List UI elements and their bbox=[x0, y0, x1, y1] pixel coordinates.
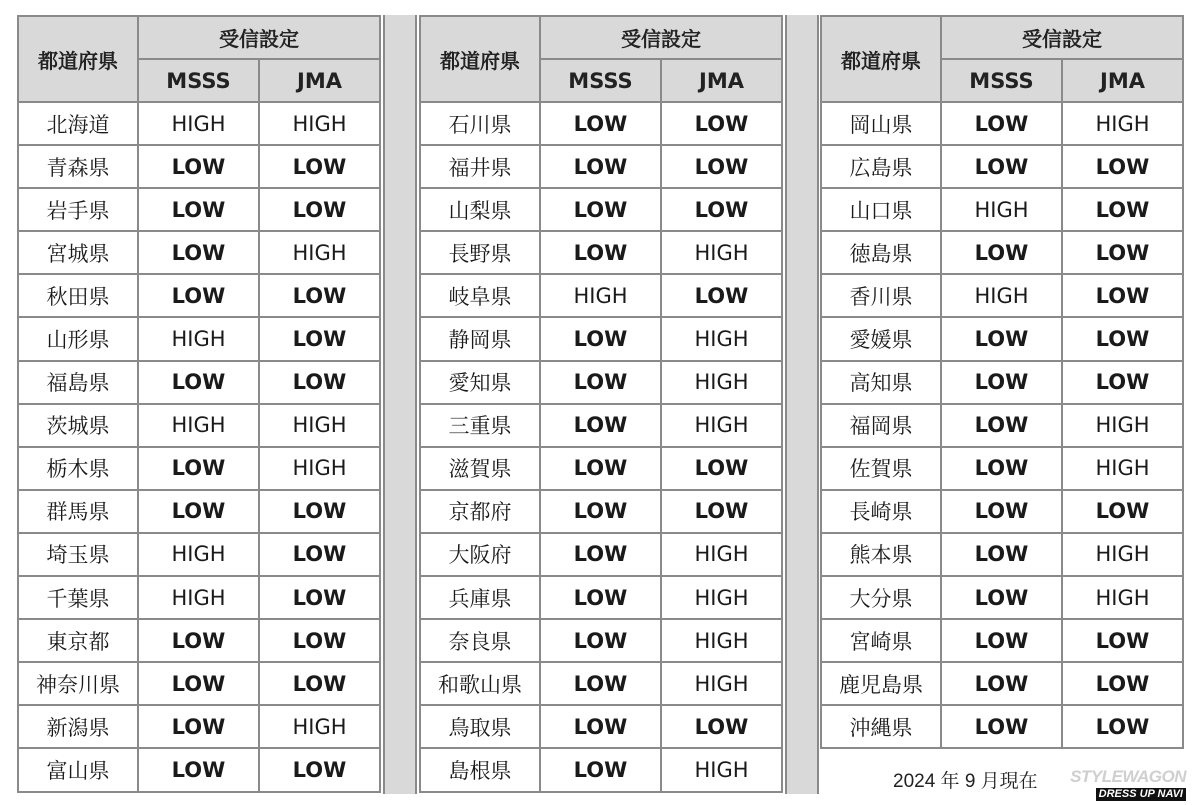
table-row bbox=[420, 317, 782, 360]
prefecture-cell: 埼玉県 bbox=[18, 533, 138, 576]
header-prefecture: 都道府県 bbox=[821, 16, 941, 102]
prefecture-cell: 鹿児島県 bbox=[821, 662, 941, 705]
prefecture-cell: 佐賀県 bbox=[821, 447, 941, 490]
prefecture-cell: 愛媛県 bbox=[821, 317, 941, 360]
prefecture-cell: 新潟県 bbox=[18, 705, 138, 748]
prefecture-cell: 石川県 bbox=[420, 102, 540, 145]
table-row bbox=[821, 447, 1183, 490]
msss-cell: LOW bbox=[138, 619, 259, 662]
prefecture-cell: 大分県 bbox=[821, 576, 941, 619]
table-row bbox=[821, 317, 1183, 360]
jma-cell: LOW bbox=[259, 576, 380, 619]
jma-cell: LOW bbox=[661, 274, 782, 317]
msss-cell: LOW bbox=[540, 576, 661, 619]
watermark-line1: STYLEWAGON bbox=[1070, 767, 1186, 786]
jma-cell: LOW bbox=[1062, 274, 1183, 317]
msss-cell: HIGH bbox=[138, 102, 259, 145]
table-row bbox=[18, 274, 380, 317]
table-row bbox=[420, 533, 782, 576]
table-row bbox=[18, 490, 380, 533]
header-jma: JMA bbox=[259, 59, 380, 102]
jma-cell: LOW bbox=[259, 490, 380, 533]
header-msss: MSSS bbox=[941, 59, 1062, 102]
msss-cell: HIGH bbox=[138, 576, 259, 619]
table-row bbox=[18, 447, 380, 490]
prefecture-cell: 岩手県 bbox=[18, 188, 138, 231]
jma-cell: LOW bbox=[259, 274, 380, 317]
prefecture-cell: 福岡県 bbox=[821, 404, 941, 447]
jma-cell: LOW bbox=[1062, 490, 1183, 533]
table-row bbox=[18, 619, 380, 662]
jma-cell: LOW bbox=[661, 447, 782, 490]
msss-cell: LOW bbox=[138, 447, 259, 490]
jma-cell: HIGH bbox=[1062, 533, 1183, 576]
jma-cell: HIGH bbox=[1062, 102, 1183, 145]
msss-cell: LOW bbox=[941, 231, 1062, 274]
table-row bbox=[18, 188, 380, 231]
watermark-line2: DRESS UP NAVI bbox=[1096, 788, 1186, 801]
jma-cell: HIGH bbox=[1062, 576, 1183, 619]
column-divider bbox=[785, 15, 819, 794]
prefecture-cell: 富山県 bbox=[18, 748, 138, 791]
prefecture-cell: 兵庫県 bbox=[420, 576, 540, 619]
header-jma: JMA bbox=[661, 59, 782, 102]
jma-cell: LOW bbox=[1062, 188, 1183, 231]
table-row bbox=[18, 705, 380, 748]
table-row bbox=[420, 576, 782, 619]
watermark-logo bbox=[1070, 768, 1186, 801]
jma-cell: LOW bbox=[1062, 619, 1183, 662]
table-row bbox=[420, 662, 782, 705]
jma-cell: HIGH bbox=[661, 361, 782, 404]
prefecture-cell: 宮崎県 bbox=[821, 619, 941, 662]
prefecture-cell: 熊本県 bbox=[821, 533, 941, 576]
msss-cell: LOW bbox=[138, 274, 259, 317]
msss-cell: LOW bbox=[941, 533, 1062, 576]
msss-cell: LOW bbox=[540, 705, 661, 748]
msss-cell: LOW bbox=[138, 145, 259, 188]
table-row bbox=[821, 662, 1183, 705]
prefecture-cell: 愛知県 bbox=[420, 361, 540, 404]
msss-cell: LOW bbox=[941, 404, 1062, 447]
table-row bbox=[420, 145, 782, 188]
msss-cell: LOW bbox=[540, 404, 661, 447]
prefecture-cell: 大阪府 bbox=[420, 533, 540, 576]
table-row bbox=[821, 274, 1183, 317]
prefecture-cell: 和歌山県 bbox=[420, 662, 540, 705]
prefecture-cell: 長崎県 bbox=[821, 490, 941, 533]
jma-cell: HIGH bbox=[661, 404, 782, 447]
msss-cell: HIGH bbox=[540, 274, 661, 317]
jma-cell: LOW bbox=[1062, 231, 1183, 274]
jma-cell: HIGH bbox=[1062, 404, 1183, 447]
prefecture-cell: 滋賀県 bbox=[420, 447, 540, 490]
prefecture-cell: 沖縄県 bbox=[821, 705, 941, 748]
prefecture-table-3 bbox=[820, 15, 1184, 749]
prefecture-cell: 長野県 bbox=[420, 231, 540, 274]
prefecture-cell: 東京都 bbox=[18, 619, 138, 662]
prefecture-cell: 栃木県 bbox=[18, 447, 138, 490]
prefecture-cell: 秋田県 bbox=[18, 274, 138, 317]
prefecture-cell: 静岡県 bbox=[420, 317, 540, 360]
header-reception: 受信設定 bbox=[941, 16, 1183, 59]
jma-cell: HIGH bbox=[661, 533, 782, 576]
msss-cell: LOW bbox=[941, 317, 1062, 360]
prefecture-cell: 広島県 bbox=[821, 145, 941, 188]
jma-cell: LOW bbox=[259, 361, 380, 404]
jma-cell: HIGH bbox=[1062, 447, 1183, 490]
jma-cell: HIGH bbox=[259, 447, 380, 490]
table-row bbox=[18, 662, 380, 705]
jma-cell: LOW bbox=[1062, 145, 1183, 188]
table-row bbox=[821, 231, 1183, 274]
table-row bbox=[18, 317, 380, 360]
prefecture-cell: 青森県 bbox=[18, 145, 138, 188]
table-row bbox=[821, 145, 1183, 188]
msss-cell: LOW bbox=[941, 361, 1062, 404]
msss-cell: LOW bbox=[540, 361, 661, 404]
msss-cell: LOW bbox=[138, 705, 259, 748]
jma-cell: LOW bbox=[259, 188, 380, 231]
msss-cell: LOW bbox=[941, 705, 1062, 748]
table-row bbox=[18, 404, 380, 447]
prefecture-cell: 島根県 bbox=[420, 748, 540, 791]
msss-cell: LOW bbox=[138, 361, 259, 404]
prefecture-table-2 bbox=[419, 15, 783, 793]
msss-cell: LOW bbox=[540, 662, 661, 705]
msss-cell: LOW bbox=[138, 188, 259, 231]
table-row bbox=[420, 102, 782, 145]
jma-cell: LOW bbox=[661, 490, 782, 533]
table-row bbox=[420, 748, 782, 791]
msss-cell: LOW bbox=[540, 231, 661, 274]
table-row bbox=[420, 705, 782, 748]
jma-cell: LOW bbox=[259, 145, 380, 188]
prefecture-cell: 福井県 bbox=[420, 145, 540, 188]
prefecture-cell: 神奈川県 bbox=[18, 662, 138, 705]
table-row bbox=[821, 404, 1183, 447]
table-row bbox=[420, 619, 782, 662]
msss-cell: LOW bbox=[138, 490, 259, 533]
jma-cell: LOW bbox=[259, 748, 380, 791]
msss-cell: LOW bbox=[941, 102, 1062, 145]
header-reception: 受信設定 bbox=[540, 16, 782, 59]
msss-cell: LOW bbox=[941, 662, 1062, 705]
jma-cell: HIGH bbox=[259, 705, 380, 748]
jma-cell: LOW bbox=[259, 662, 380, 705]
table-row bbox=[18, 102, 380, 145]
jma-cell: HIGH bbox=[661, 748, 782, 791]
column-divider bbox=[383, 15, 417, 794]
jma-cell: LOW bbox=[259, 619, 380, 662]
msss-cell: LOW bbox=[540, 619, 661, 662]
table-row bbox=[420, 231, 782, 274]
table-row bbox=[420, 490, 782, 533]
msss-cell: LOW bbox=[540, 490, 661, 533]
table-row bbox=[18, 533, 380, 576]
table-row bbox=[420, 274, 782, 317]
table-row bbox=[821, 619, 1183, 662]
prefecture-cell: 宮城県 bbox=[18, 231, 138, 274]
prefecture-cell: 岡山県 bbox=[821, 102, 941, 145]
prefecture-cell: 徳島県 bbox=[821, 231, 941, 274]
header-msss: MSSS bbox=[540, 59, 661, 102]
jma-cell: LOW bbox=[1062, 662, 1183, 705]
msss-cell: HIGH bbox=[138, 533, 259, 576]
msss-cell: LOW bbox=[540, 102, 661, 145]
table-row bbox=[18, 231, 380, 274]
jma-cell: LOW bbox=[1062, 317, 1183, 360]
msss-cell: HIGH bbox=[941, 188, 1062, 231]
msss-cell: LOW bbox=[941, 145, 1062, 188]
jma-cell: LOW bbox=[1062, 361, 1183, 404]
prefecture-table-1 bbox=[17, 15, 381, 793]
msss-cell: LOW bbox=[540, 188, 661, 231]
table-row bbox=[420, 404, 782, 447]
jma-cell: HIGH bbox=[259, 404, 380, 447]
prefecture-cell: 群馬県 bbox=[18, 490, 138, 533]
jma-cell: HIGH bbox=[259, 102, 380, 145]
msss-cell: HIGH bbox=[138, 404, 259, 447]
prefecture-cell: 奈良県 bbox=[420, 619, 540, 662]
msss-cell: LOW bbox=[941, 619, 1062, 662]
prefecture-cell: 茨城県 bbox=[18, 404, 138, 447]
table-row bbox=[18, 361, 380, 404]
msss-cell: LOW bbox=[540, 748, 661, 791]
table-row bbox=[18, 748, 380, 791]
header-jma: JMA bbox=[1062, 59, 1183, 102]
jma-cell: LOW bbox=[661, 188, 782, 231]
jma-cell: HIGH bbox=[661, 619, 782, 662]
header-msss: MSSS bbox=[138, 59, 259, 102]
table-row bbox=[821, 533, 1183, 576]
jma-cell: HIGH bbox=[259, 231, 380, 274]
prefecture-cell: 京都府 bbox=[420, 490, 540, 533]
table-row bbox=[18, 576, 380, 619]
msss-cell: LOW bbox=[138, 748, 259, 791]
jma-cell: LOW bbox=[1062, 705, 1183, 748]
table-row bbox=[18, 145, 380, 188]
table-row bbox=[821, 705, 1183, 748]
prefecture-cell: 鳥取県 bbox=[420, 705, 540, 748]
table-row bbox=[821, 490, 1183, 533]
prefecture-cell: 高知県 bbox=[821, 361, 941, 404]
footnote-date: 2024 年 9 月現在 bbox=[893, 771, 1038, 792]
msss-cell: LOW bbox=[540, 145, 661, 188]
header-prefecture: 都道府県 bbox=[18, 16, 138, 102]
table-row bbox=[420, 188, 782, 231]
jma-cell: LOW bbox=[661, 102, 782, 145]
jma-cell: LOW bbox=[661, 145, 782, 188]
prefecture-cell: 山梨県 bbox=[420, 188, 540, 231]
table-row bbox=[420, 447, 782, 490]
header-prefecture: 都道府県 bbox=[420, 16, 540, 102]
msss-cell: LOW bbox=[540, 447, 661, 490]
table-row bbox=[821, 576, 1183, 619]
jma-cell: LOW bbox=[259, 533, 380, 576]
jma-cell: HIGH bbox=[661, 317, 782, 360]
msss-cell: LOW bbox=[540, 317, 661, 360]
prefecture-cell: 山口県 bbox=[821, 188, 941, 231]
table-row bbox=[821, 361, 1183, 404]
msss-cell: LOW bbox=[941, 576, 1062, 619]
prefecture-cell: 北海道 bbox=[18, 102, 138, 145]
table-row bbox=[821, 188, 1183, 231]
header-reception: 受信設定 bbox=[138, 16, 380, 59]
prefecture-cell: 香川県 bbox=[821, 274, 941, 317]
msss-cell: LOW bbox=[138, 231, 259, 274]
prefecture-cell: 福島県 bbox=[18, 361, 138, 404]
prefecture-cell: 三重県 bbox=[420, 404, 540, 447]
prefecture-cell: 千葉県 bbox=[18, 576, 138, 619]
jma-cell: LOW bbox=[259, 317, 380, 360]
prefecture-cell: 岐阜県 bbox=[420, 274, 540, 317]
msss-cell: HIGH bbox=[941, 274, 1062, 317]
msss-cell: LOW bbox=[138, 662, 259, 705]
table-row bbox=[420, 361, 782, 404]
prefecture-cell: 山形県 bbox=[18, 317, 138, 360]
msss-cell: LOW bbox=[941, 447, 1062, 490]
jma-cell: HIGH bbox=[661, 662, 782, 705]
msss-cell: LOW bbox=[941, 490, 1062, 533]
msss-cell: LOW bbox=[540, 533, 661, 576]
msss-cell: HIGH bbox=[138, 317, 259, 360]
jma-cell: HIGH bbox=[661, 576, 782, 619]
jma-cell: HIGH bbox=[661, 231, 782, 274]
table-row bbox=[821, 102, 1183, 145]
jma-cell: LOW bbox=[661, 705, 782, 748]
